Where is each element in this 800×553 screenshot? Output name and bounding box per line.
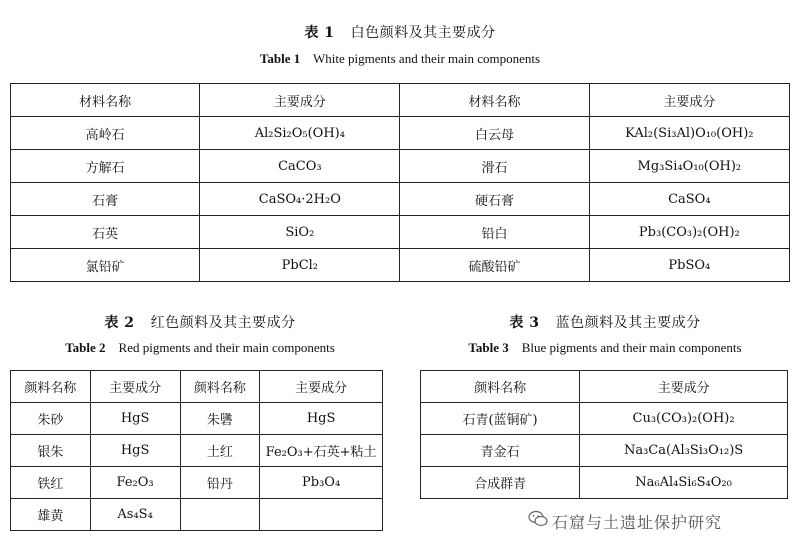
cell: KAl₂(Si₃Al)O₁₀(OH)₂ bbox=[589, 117, 789, 150]
table2-en-title: Red pigments and their main components bbox=[118, 340, 335, 355]
header-cell: 颜料名称 bbox=[421, 371, 580, 403]
cell: PbSO₄ bbox=[589, 249, 789, 282]
table1-cn-caption bbox=[0, 22, 800, 42]
table-header-row bbox=[421, 371, 788, 403]
cell: 铁红 bbox=[11, 467, 91, 499]
cell: 白云母 bbox=[400, 117, 589, 150]
cell: Na₃Ca(Al₃Si₃O₁₂)S bbox=[580, 435, 788, 467]
cell bbox=[260, 499, 383, 531]
table-row bbox=[11, 117, 790, 150]
cell: 土红 bbox=[180, 435, 260, 467]
cell: 石青(蓝铜矿) bbox=[421, 403, 580, 435]
table-row bbox=[11, 150, 790, 183]
cell: PbCl₂ bbox=[200, 249, 400, 282]
header-cell: 材料名称 bbox=[11, 84, 200, 117]
table-header-row bbox=[11, 84, 790, 117]
header-cell: 颜料名称 bbox=[11, 371, 91, 403]
table3-cn-title: 蓝色颜料及其主要成分 bbox=[555, 315, 701, 331]
cell: Al₂Si₂O₅(OH)₄ bbox=[200, 117, 400, 150]
cell: As₄S₄ bbox=[90, 499, 180, 531]
header-cell: 主要成分 bbox=[580, 371, 788, 403]
table3-en-title: Blue pigments and their main components bbox=[521, 340, 742, 355]
table2-en-caption bbox=[0, 340, 400, 356]
table3-cn-number: 表 3 bbox=[509, 315, 540, 331]
table1-en-number: Table 1 bbox=[259, 51, 301, 66]
table-row bbox=[11, 216, 790, 249]
table-header-row bbox=[11, 371, 383, 403]
cell: 高岭石 bbox=[11, 117, 200, 150]
cell: Na₆Al₄Si₆S₄O₂₀ bbox=[580, 467, 788, 499]
table3-en-caption bbox=[405, 340, 800, 356]
header-cell: 主要成分 bbox=[589, 84, 789, 117]
cell: HgS bbox=[260, 403, 383, 435]
header-cell: 主要成分 bbox=[200, 84, 400, 117]
table-row bbox=[421, 467, 788, 499]
header-cell: 主要成分 bbox=[90, 371, 180, 403]
cell: CaCO₃ bbox=[200, 150, 400, 183]
cell: 银朱 bbox=[11, 435, 91, 467]
blue-pigments-table bbox=[420, 370, 788, 499]
table1-en-title: White pigments and their main components bbox=[313, 51, 541, 66]
cell: 滑石 bbox=[400, 150, 589, 183]
table2-en-number: Table 2 bbox=[65, 340, 106, 355]
cell: 朱䃧 bbox=[180, 403, 260, 435]
cell: 硫酸铅矿 bbox=[400, 249, 589, 282]
table1-cn-title: 白色颜料及其主要成分 bbox=[350, 25, 496, 41]
cell: 铅丹 bbox=[180, 467, 260, 499]
header-cell: 材料名称 bbox=[400, 84, 589, 117]
table-row bbox=[421, 403, 788, 435]
table2-cn-number: 表 2 bbox=[104, 315, 135, 331]
cell: 硬石膏 bbox=[400, 183, 589, 216]
cell: SiO₂ bbox=[200, 216, 400, 249]
table-row bbox=[11, 435, 383, 467]
cell: Fe₂O₃ bbox=[90, 467, 180, 499]
cell bbox=[180, 499, 260, 531]
cell: Fe₂O₃+石英+粘土 bbox=[260, 435, 383, 467]
cell: CaSO₄·2H₂O bbox=[200, 183, 400, 216]
table-row bbox=[11, 499, 383, 531]
wechat-icon bbox=[528, 510, 548, 528]
red-pigments-table bbox=[10, 370, 383, 531]
cell: 石英 bbox=[11, 216, 200, 249]
white-pigments-table bbox=[10, 83, 790, 282]
cell: HgS bbox=[90, 435, 180, 467]
cell: 朱砂 bbox=[11, 403, 91, 435]
cell: CaSO₄ bbox=[589, 183, 789, 216]
table-row bbox=[11, 249, 790, 282]
cell: Pb₃O₄ bbox=[260, 467, 383, 499]
cell: HgS bbox=[90, 403, 180, 435]
cell: 方解石 bbox=[11, 150, 200, 183]
watermark-text: 石窟与土遗址保护研究 bbox=[552, 513, 723, 532]
table3-en-number: Table 3 bbox=[468, 340, 509, 355]
header-cell: 主要成分 bbox=[260, 371, 383, 403]
header-cell: 颜料名称 bbox=[180, 371, 260, 403]
cell: 合成群青 bbox=[421, 467, 580, 499]
table-row bbox=[11, 467, 383, 499]
cell: Pb₃(CO₃)₂(OH)₂ bbox=[589, 216, 789, 249]
table2-cn-caption bbox=[0, 312, 400, 332]
table1-cn-number: 表 1 bbox=[304, 25, 335, 41]
cell: Mg₃Si₄O₁₀(OH)₂ bbox=[589, 150, 789, 183]
cell: 石膏 bbox=[11, 183, 200, 216]
table3-cn-caption bbox=[405, 312, 800, 332]
cell: 雄黄 bbox=[11, 499, 91, 531]
cell: 铅白 bbox=[400, 216, 589, 249]
table-row bbox=[11, 183, 790, 216]
table1-en-caption bbox=[0, 51, 800, 67]
cell: Cu₃(CO₃)₂(OH)₂ bbox=[580, 403, 788, 435]
cell: 氯铅矿 bbox=[11, 249, 200, 282]
table-row bbox=[11, 403, 383, 435]
table2-cn-title: 红色颜料及其主要成分 bbox=[150, 315, 296, 331]
table-row bbox=[421, 435, 788, 467]
cell: 青金石 bbox=[421, 435, 580, 467]
